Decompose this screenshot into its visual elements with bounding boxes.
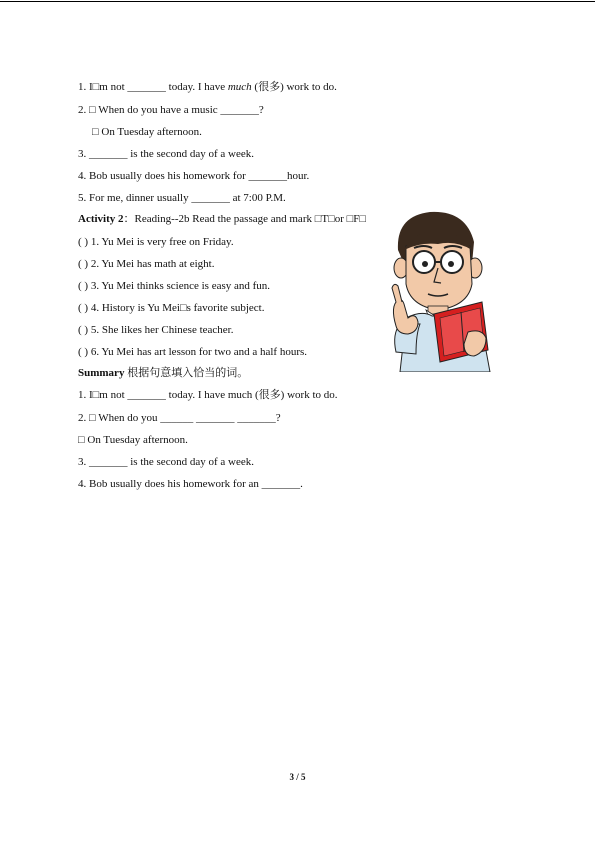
q1-text-a: 1. I□m not _______ today. I have bbox=[78, 81, 228, 93]
summary-header bbox=[78, 366, 248, 380]
summary-line-3: □ On Tuesday afternoon. bbox=[78, 434, 188, 446]
summary-heading: Summary bbox=[78, 367, 125, 379]
tf-item-4: ( ) 4. History is Yu Mei□s favorite subject. bbox=[78, 302, 265, 314]
tf-item-1: ( ) 1. Yu Mei is very free on Friday. bbox=[78, 236, 234, 248]
q1-emphasis: much bbox=[227, 81, 252, 93]
summary-line-1: 1. I□m not _______ today. I have much (很多) work to do. bbox=[78, 389, 338, 401]
question-5: 5. For me, dinner usually _______ at 7:00 P.M. bbox=[78, 192, 286, 204]
activity2-header bbox=[78, 212, 366, 226]
summary-line-4: 3. _______ is the second day of a week. bbox=[78, 456, 254, 468]
tf-item-2: ( ) 2. Yu Mei has math at eight. bbox=[78, 258, 215, 270]
tf-item-5: ( ) 5. She likes her Chinese teacher. bbox=[78, 324, 234, 336]
question-2: 2. □ When do you have a music _______? bbox=[78, 104, 264, 116]
teacher-illustration bbox=[386, 206, 492, 372]
activity2-instruction: ：Reading--2b Read the passage and mark □T□or □F□ bbox=[123, 213, 367, 225]
summary-line-2: 2. □ When do you ______ _______ _______? bbox=[78, 412, 281, 424]
summary-instruction: 根据句意填入恰当的词。 bbox=[124, 367, 249, 379]
summary-line-5: 4. Bob usually does his homework for an _______. bbox=[78, 478, 303, 490]
tf-item-3: ( ) 3. Yu Mei thinks science is easy and fun. bbox=[78, 280, 271, 292]
question-1 bbox=[78, 80, 337, 94]
question-3: 3. _______ is the second day of a week. bbox=[78, 148, 254, 160]
answer-2: □ On Tuesday afternoon. bbox=[92, 126, 202, 138]
tf-item-6: ( ) 6. Yu Mei has art lesson for two and a half hours. bbox=[78, 346, 308, 358]
page-number: 3 / 5 bbox=[289, 772, 306, 782]
activity2-heading: Activity 2 bbox=[78, 213, 124, 225]
top-rule bbox=[0, 1, 595, 2]
question-4: 4. Bob usually does his homework for _______hour. bbox=[78, 170, 310, 182]
q1-text-c: (很多) work to do. bbox=[251, 81, 337, 93]
